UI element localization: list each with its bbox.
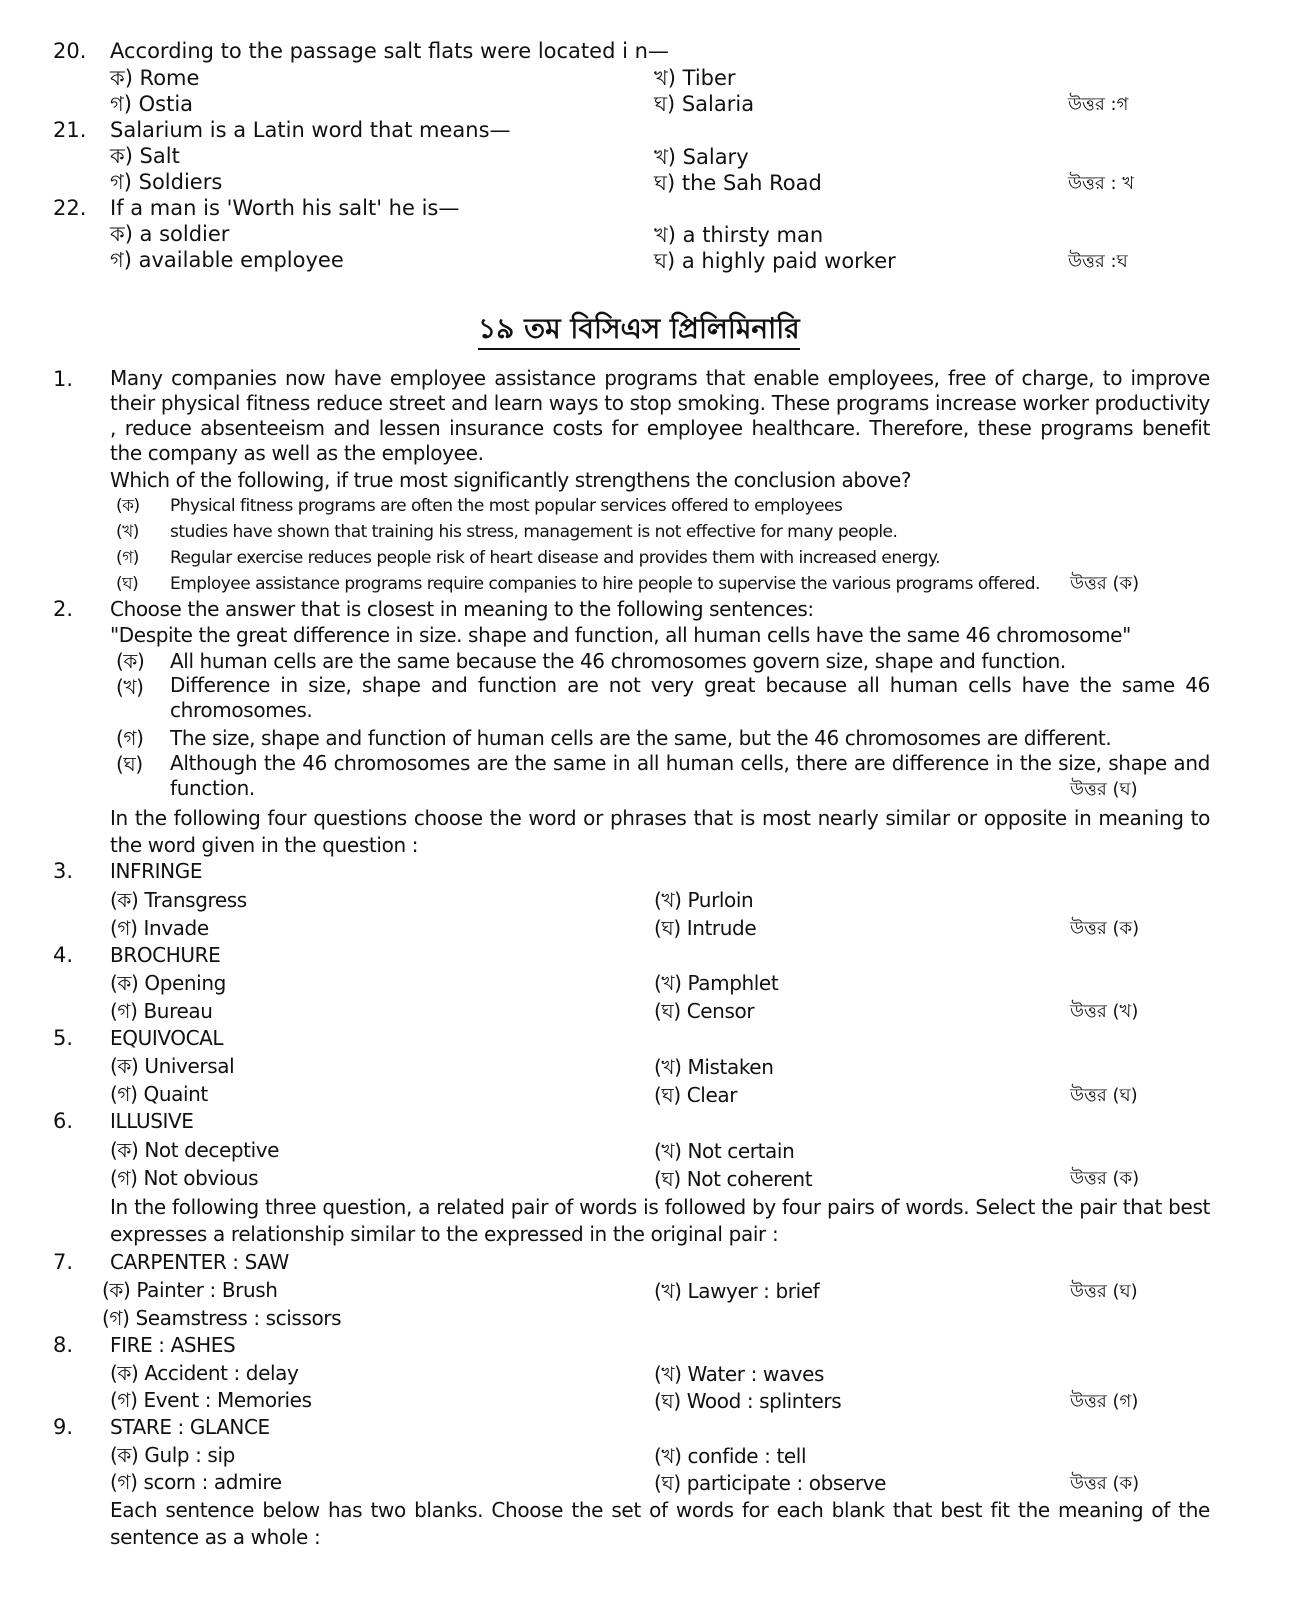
option: ঘ) the Sah Road: [654, 171, 822, 195]
option: (খ) Pamphlet: [654, 971, 779, 995]
answer-label: উত্তর (গ): [1070, 1391, 1139, 1412]
answer-label: উত্তর (ক): [1070, 1168, 1140, 1189]
option-label: (ঘ): [116, 574, 139, 594]
option: Physical fitness programs are often the most popular services offered to employees: [170, 496, 843, 516]
question-word: INFRINGE: [110, 859, 203, 883]
option: (ঘ) Not coherent: [654, 1167, 813, 1191]
option: খ) a thirsty man: [654, 223, 824, 247]
option: (ক) Transgress: [110, 888, 247, 912]
option-label: (গ): [116, 548, 139, 568]
question-text: Salarium is a Latin word that means—: [110, 118, 511, 142]
answer-label: উত্তর (ঘ): [1070, 1281, 1138, 1302]
instructions: In the following four questions choose the word or phrases that is most nearly similar or opposite in meaning to the word given in the question :: [110, 806, 1210, 857]
option-label: (ঘ): [116, 752, 143, 776]
answer-label: উত্তর (ক): [1070, 573, 1140, 594]
answer-label: উত্তর (ঘ): [1070, 779, 1138, 800]
answer-label: উত্তর (ঘ): [1070, 1085, 1138, 1106]
option-label: (খ): [116, 522, 139, 542]
option-label: (খ): [116, 675, 144, 699]
option: (ক) Not deceptive: [110, 1138, 280, 1162]
option: (খ) Lawyer : brief: [654, 1279, 820, 1303]
question-number: 8.: [53, 1333, 74, 1357]
answer-label: উত্তর :গ: [1068, 94, 1129, 115]
option: ঘ) Salaria: [654, 92, 755, 116]
option: (খ) Mistaken: [654, 1055, 774, 1079]
question-word: STARE : GLANCE: [110, 1415, 270, 1439]
question-quote: "Despite the great difference in size. shape and function, all human cells have the same 46 chromosome": [110, 623, 1131, 647]
option: (গ) Event : Memories: [110, 1388, 312, 1412]
option-label: (গ): [116, 726, 144, 750]
option: (ঘ) Wood : splinters: [654, 1389, 842, 1413]
question-number: 21.: [53, 118, 87, 142]
option: খ) Salary: [654, 145, 749, 169]
question-number: 22.: [53, 196, 87, 220]
option: (ঘ) Censor: [654, 999, 755, 1023]
option: ক) Rome: [110, 66, 200, 90]
option: গ) Ostia: [110, 92, 194, 116]
option: (খ) Purloin: [654, 888, 754, 912]
question-word: CARPENTER : SAW: [110, 1250, 289, 1274]
option: Employee assistance programs require companies to hire people to supervise the various programs offered.: [170, 574, 1040, 594]
option: (ক) Opening: [110, 971, 226, 995]
option: (খ) Water : waves: [654, 1362, 825, 1386]
question-number: 9.: [53, 1415, 74, 1439]
option: The size, shape and function of human cells are the same, but the 46 chromosomes are different.: [170, 726, 1112, 750]
question-passage: Many companies now have employee assistance programs that enable employees, free of charge, to improve their physical fitness reduce street and learn ways to stop smoking. These programs increase worker productivity , reduce absenteeism and lessen insurance costs for employee healthcare. Therefore, these programs benefit the company as well as the employee.: [110, 366, 1210, 465]
option: (গ) Seamstress : scissors: [102, 1306, 342, 1330]
question-number: 6.: [53, 1109, 74, 1133]
option: (গ) Bureau: [110, 999, 213, 1023]
option: Difference in size, shape and function are not very great because all human cells have the same 46 chromosomes.: [170, 673, 1210, 722]
question-word: EQUIVOCAL: [110, 1026, 224, 1050]
option: (ক) Universal: [110, 1054, 235, 1078]
question-text: If a man is 'Worth his salt' he is—: [110, 196, 460, 220]
option: গ) available employee: [110, 248, 344, 272]
option: All human cells are the same because the 46 chromosomes govern size, shape and function.: [170, 649, 1066, 673]
question-number: 4.: [53, 943, 74, 967]
option: Although the 46 chromosomes are the same in all human cells, there are difference in the size, shape and function.: [170, 751, 1210, 800]
option-label: (ক): [116, 649, 145, 673]
option: (গ) Not obvious: [110, 1166, 259, 1190]
option: (ক) Gulp : sip: [110, 1443, 235, 1467]
question-number: 20.: [53, 39, 87, 63]
answer-label: উত্তর (খ): [1070, 1001, 1139, 1022]
option: (ঘ) Intrude: [654, 916, 757, 940]
question-text: Which of the following, if true most significantly strengthens the conclusion above?: [110, 468, 912, 492]
option: (গ) Quaint: [110, 1082, 208, 1106]
option: Regular exercise reduces people risk of heart disease and provides them with increased energy.: [170, 548, 941, 568]
option: (খ) confide : tell: [654, 1444, 807, 1468]
answer-label: উত্তর (ক): [1070, 918, 1140, 939]
question-number: 2.: [53, 597, 74, 621]
option: (খ) Not certain: [654, 1139, 795, 1163]
answer-label: উত্তর (ক): [1070, 1473, 1140, 1494]
question-word: BROCHURE: [110, 943, 221, 967]
question-word: FIRE : ASHES: [110, 1333, 236, 1357]
option: খ) Tiber: [654, 66, 736, 90]
question-number: 5.: [53, 1026, 74, 1050]
question-text: Choose the answer that is closest in meaning to the following sentences:: [110, 597, 814, 621]
answer-label: উত্তর :ঘ: [1068, 251, 1128, 272]
option: ক) Salt: [110, 144, 180, 168]
section-title: ১৯ তম বিসিএস প্রিলিমিনারি: [478, 312, 800, 350]
instructions: In the following three question, a related pair of words is followed by four pairs of words. Select the pair that best expresses a relationship similar to the expressed in the original pair :: [110, 1195, 1210, 1246]
option: ঘ) a highly paid worker: [654, 249, 896, 273]
option: গ) Soldiers: [110, 170, 223, 194]
option: (ঘ) participate : observe: [654, 1471, 887, 1495]
option: ক) a soldier: [110, 222, 230, 246]
instructions: Each sentence below has two blanks. Choose the set of words for each blank that best fit the meaning of the sentence as a whole :: [110, 1498, 1210, 1549]
question-text: According to the passage salt flats were located i n—: [110, 39, 669, 63]
option: (গ) Invade: [110, 916, 209, 940]
option: (ক) Painter : Brush: [102, 1278, 278, 1302]
option: (গ) scorn : admire: [110, 1470, 282, 1494]
option: (ঘ) Clear: [654, 1083, 738, 1107]
option-label: (ক): [116, 496, 140, 516]
question-number: 1.: [53, 367, 74, 391]
question-word: ILLUSIVE: [110, 1109, 194, 1133]
option: studies have shown that training his stress, management is not effective for many people.: [170, 522, 898, 542]
question-number: 3.: [53, 859, 74, 883]
answer-label: উত্তর : খ: [1068, 173, 1135, 194]
question-number: 7.: [53, 1250, 74, 1274]
option: (ক) Accident : delay: [110, 1361, 299, 1385]
